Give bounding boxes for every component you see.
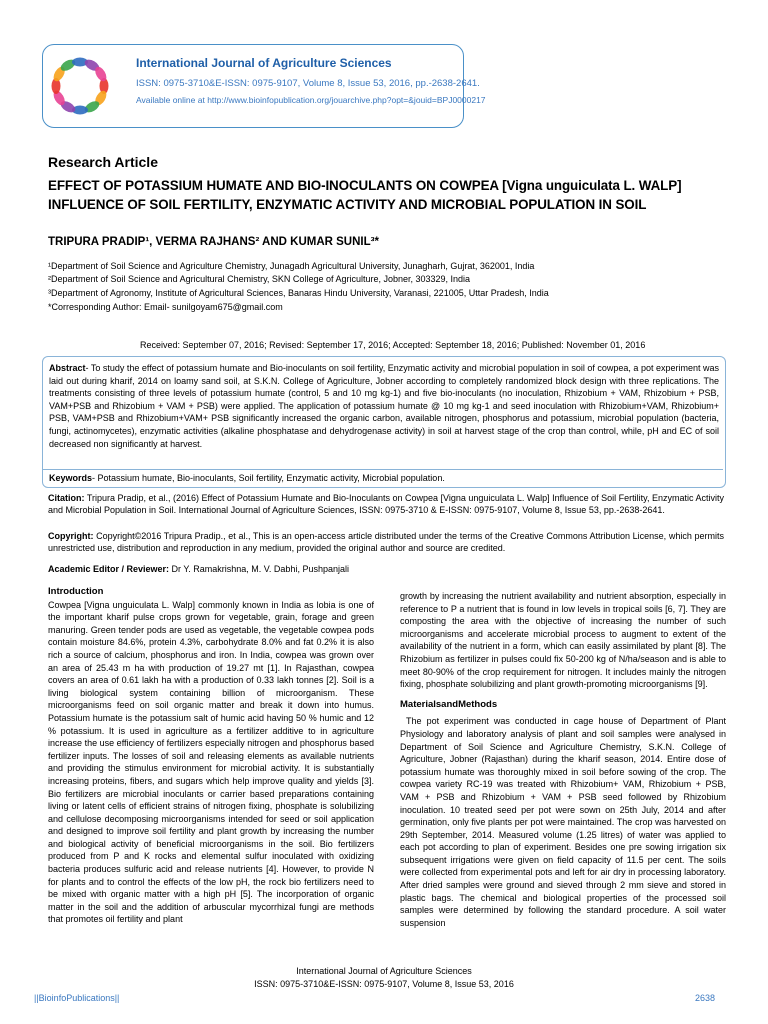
footer-issn: ISSN: 0975-3710&E-ISSN: 0975-9107, Volume 8, Issue 53, 2016 <box>254 979 514 989</box>
introduction-text: Cowpea [Vigna unguiculata L. Walp] commonly known in India as lobia is one of the important kharif pulse crops grown for vegetable, grain, forage and green manuring. Green tender pods are used as vegetable, the vegetable cowpea pods contain moisture 84.6%, protein 4.3%, carbohydrate 8.0% and fat 0.2% it is also rich a source of calcium, phosphorus and iron. In India, cowpea was grown over an area of 25.43 m ha with production of 19.27 mt [1]. In Rajasthan, cowpea covers an area of 0.61 lakh ha with a production of 0.33 lakh tonnes [2]. Soil is a living biological system containing billion of microorganism. These microorganisms feed on soil organic matter and break it down into humus. Potassium humate is the potassium salt of humic acid having 50 % humic and 12 % potassium. It is used in agriculture as a fertilizer additive to in agriculture increase the use efficiency of fertilizers especially nitrogen and phosphorus based fertilizer inputs. The losses of soil and releasing elements as available nutrients and providing the stimulus environment for microbial activity. It is substantially increasing proteins, fibers, and sugars which help improve quality and yields [3]. Bio fertilizers are microbial inoculants or carrier based preparations containing living or latent cells of efficient strains of nitrogen fixing, phosphate is solubilizing and cellulose decomposing microorganisms intended for seed or soil application and designed to improve soil fertility and plant growth by increasing the number and biological activity of beneficial microorganisms in the soil. Bio fertilizers produced from P and K rocks and elemental sulfur inoculated with oxidizing bacteria produces sulfuric acid and release nutrients [4]. However, to provide N for plants and to control the effects of the low pH, the rock bio fertilizers need to be mixed with organic matter with a high pH [5]. The incorporation of organic matter in the soil and the addition of arbuscular mycorrhizal fungi are methods that promotes oil fertility and plant <box>48 599 374 925</box>
journal-title: International Journal of Agriculture Sciences <box>136 56 392 70</box>
footer-publisher: ||BioinfoPublications|| <box>34 993 120 1003</box>
right-paragraph-1: growth by increasing the nutrient availability and nutrient absorption, especially in reference to P a nutrient that is found in low levels in tropical soils [6, 7]. They are composting the area with the objective of increasing the number of such microorganisms and accelerate microbial process to augment to extent of the availability of the nutrient in a form, which can easily assimilated by plant [8]. The Rhizobium as fertilizer in pulses could fix 50-200 kg of N/ha/season and is able to meet 80-90% of the crop requirement for nitrogen. It includes mainly the nitrogen fixing, phosphate solubilizing and plant growth-promoting microorganisms [9]. <box>400 591 726 690</box>
methods-heading: MaterialsandMethods <box>400 698 498 710</box>
citation-text: Tripura Pradip, et al., (2016) Effect of Potassium Humate and Bio-Inoculants on Cowpea [Vigna unguiculata L. Walp] Influence of Soil Fertility, Enzymatic Activity and Microbial Population in Soil. International Journal of Agriculture Sciences, ISSN: 0975-3710 & E-ISSN: 0975-9107, Volume 8, Issue 53, pp.-2638-2641. <box>48 493 724 516</box>
authors: TRIPURA PRADIP¹, VERMA RAJHANS² AND KUMAR SUNIL³* <box>48 236 379 248</box>
academic-editor <box>48 563 724 575</box>
introduction-heading: Introduction <box>48 586 104 597</box>
affiliation-3: ³Department of Agronomy, Institute of Agricultural Sciences, Banaras Hindu University, Varanasi, 221005, Uttar Pradesh, India <box>48 288 549 298</box>
article-title-line-1: EFFECT OF POTASSIUM HUMATE AND BIO-INOCULANTS ON COWPEA [Vigna unguiculata L. WALP] <box>48 178 682 193</box>
keywords-label: Keywords <box>49 473 93 483</box>
left-column <box>48 586 374 926</box>
editor-text: Dr Y. Ramakrishna, M. V. Dabhi, Pushpanjali <box>169 564 349 574</box>
footer-journal: International Journal of Agriculture Sciences <box>296 966 472 976</box>
citation <box>48 492 724 516</box>
methods-text: The pot experiment was conducted in cage house of Department of Plant Physiology and laboratory analysis of plant and soil samples were analysed in Department of Soil Science and Agriculture Chemistry, S.K.N. College of Agriculture, Jobner (Rajasthan) during the kharif season, 2014. Entire dose of potassium humate was thoroughly mixed in soil before sowing of the crop. The cowpea variety RC-19 was treated with Rhizobium+ VAM, Rhizobium + PSB, VAM + PSB and Rhizobium + VAM + PSB seed followed by Rhizobium inoculation. 10 treated seed per pot were sown on 25th July, 2014 and after germination, only five plants per pot were maintained. The crop was harvested on 29th September, 2014. Measured volume (1.25 litres) of water was applied to each pot according to plan of experiment. Besides one pre sowing irrigation six subsequent irrigations were given on field capacity of 11.5 per cent. The soils were collected from experimental pots and left for air dry in processing laboratory. After dried samples were ground and sieved through 2 mm sieve and stored in plastic bags. The chemical and biological properties of the processed soil samples were determined by following the standard procedure. A soil water suspension <box>400 716 726 928</box>
keyword-divider <box>43 469 723 470</box>
copyright <box>48 530 724 554</box>
abstract-label: Abstract <box>49 363 86 373</box>
abstract-body: - To study the effect of potassium humate and Bio-inoculants on soil fertility, Enzymatic activity and microbial population in soil of cowpea, a pot experiment was laid out during kharif, 2014 on loamy sand soil, at S.K.N. College of Agriculture, Jobner according to completely randomized block design with three replications. The treatments consisting of three levels of potassium humate (control, 5 and 10 mg kg-1) and five bio-inoculants (no inoculation, Rhizobium + VAM, Rhizobium + PSB, VAM+PSB and Rhizobium + VAM + PSB) were applied. The application of potassium humate @ 10 mg kg-1 and seed inoculation with Rhizobium+VAM, Rhizobium+ PSB, VAM+PSB and Rhizobium+VAM+ PSB significantly increased the organic carbon, available nitrogen, phosphorus and potassium, microbial population (bacteria, fungi, actinomycetes), enzymatic activities (alkaline phosphatase and dehydrogenase activity) in soil at harvest stage of the crop than control, while, pH and EC of soil decreased non significantly at harvest. <box>49 363 719 449</box>
affiliation-2: ²Department of Soil Science and Agricultural Chemistry, SKN College of Agriculture, Jobner, 303329, India <box>48 274 471 284</box>
keywords <box>49 473 445 483</box>
editor-label: Academic Editor / Reviewer: <box>48 564 170 574</box>
citation-label: Citation: <box>48 493 85 503</box>
affiliation-1: ¹Department of Soil Science and Agriculture Chemistry, Junagadh Agricultural University, Junagharh, Gujrat, 362001, India <box>48 261 535 271</box>
journal-online-link[interactable]: Available online at http://www.bioinfopublication.org/jouarchive.php?opt=&jouid=BPJ0000217 <box>136 95 486 105</box>
copyright-text: Copyright©2016 Tripura Pradip., et al., This is an open-access article distributed under the terms of the Creative Commons Attribution License, which permits unrestricted use, distribution and reproduction in any medium, provided the original author and source are credited. <box>48 531 724 554</box>
right-column <box>400 590 726 929</box>
journal-logo-icon <box>40 46 120 126</box>
corresponding-author: *Corresponding Author: Email- sunilgoyam675@gmail.com <box>48 302 283 312</box>
article-type: Research Article <box>48 154 158 170</box>
received-dates: Received: September 07, 2016; Revised: September 17, 2016; Accepted: September 18, 2016; Published: November 01, 2016 <box>140 340 646 350</box>
page-number: 2638 <box>695 993 716 1003</box>
copyright-label: Copyright: <box>48 531 94 541</box>
article-title-line-2: INFLUENCE OF SOIL FERTILITY, ENZYMATIC ACTIVITY AND MICROBIAL POPULATION IN SOIL <box>48 197 647 212</box>
abstract-text <box>49 362 719 450</box>
keywords-text: - Potassium humate, Bio-inoculants, Soil fertility, Enzymatic activity, Microbial population. <box>92 473 445 483</box>
journal-issn: ISSN: 0975-3710&E-ISSN: 0975-9107, Volume 8, Issue 53, 2016, pp.-2638-2641. <box>136 78 480 89</box>
